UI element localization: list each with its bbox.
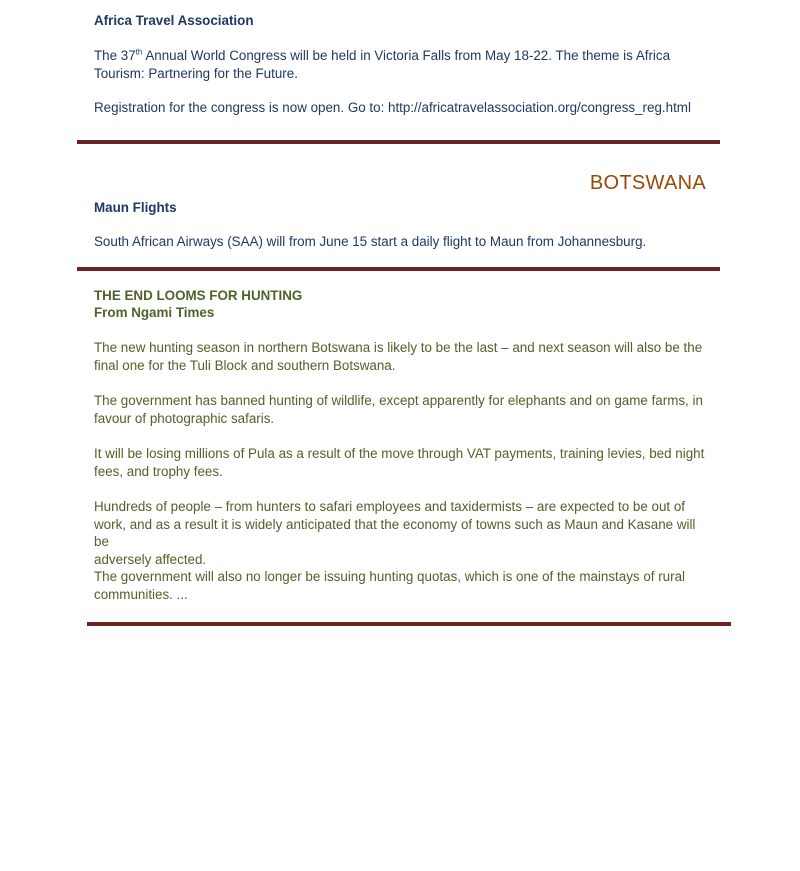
ata-congress-line-2: Tourism: Partnering for the Future. <box>94 65 298 81</box>
paragraph-line: work, and as a result it is widely anticipated that the economy of towns such as Maun and Kasane will be <box>94 516 696 549</box>
hunting-paragraph-2 <box>94 392 714 427</box>
maun-flights-heading: Maun Flights <box>94 200 177 215</box>
country-title: BOTSWANA <box>589 172 706 194</box>
section-divider-2 <box>77 267 720 271</box>
section-divider-3 <box>87 622 731 626</box>
hunting-paragraph-4 <box>94 498 714 568</box>
section-divider-1 <box>77 140 720 144</box>
hunting-paragraph-1 <box>94 339 714 374</box>
hunting-paragraph-5 <box>94 568 714 603</box>
paragraph-line: adversely affected. <box>94 551 207 567</box>
maun-flights-paragraph: South African Airways (SAA) will from June 15 start a daily flight to Maun from Johannesburg. <box>94 234 647 249</box>
paragraph-line: communities. ... <box>94 586 188 602</box>
paragraph-line: The government will also no longer be issuing hunting quotas, which is one of the mainstays of rural <box>94 569 686 584</box>
ata-registration-paragraph: Registration for the congress is now open. Go to: http://africatravelassociation.org/congress_reg.html <box>94 100 691 115</box>
paragraph-line: It will be losing millions of Pula as a result of the move through VAT payments, training levies, bed night <box>94 446 705 461</box>
paragraph-line: fees, and trophy fees. <box>94 463 223 479</box>
paragraph-line: final one for the Tuli Block and southern Botswana. <box>94 357 396 373</box>
ata-congress-text-rest: Annual World Congress will be held in Victoria Falls from May 18-22. The theme is Africa <box>142 48 671 63</box>
paragraph-line: favour of photographic safaris. <box>94 410 275 426</box>
hunting-paragraph-3 <box>94 445 714 480</box>
hunting-article-source: From Ngami Times <box>94 305 215 320</box>
ordinal-suffix: th <box>135 47 143 57</box>
ata-congress-paragraph <box>94 47 714 82</box>
paragraph-line: The new hunting season in northern Botswana is likely to be the last – and next season will also be the <box>94 340 703 355</box>
paragraph-line: The government has banned hunting of wildlife, except apparently for elephants and on game farms, in <box>94 393 703 408</box>
ata-congress-text-start: The 37 <box>94 48 136 63</box>
hunting-article-heading: THE END LOOMS FOR HUNTING <box>94 288 303 303</box>
ata-congress-line-1 <box>94 47 714 65</box>
ata-heading: Africa Travel Association <box>94 13 254 28</box>
paragraph-line: Hundreds of people – from hunters to safari employees and taxidermists – are expected to be out of <box>94 499 686 514</box>
